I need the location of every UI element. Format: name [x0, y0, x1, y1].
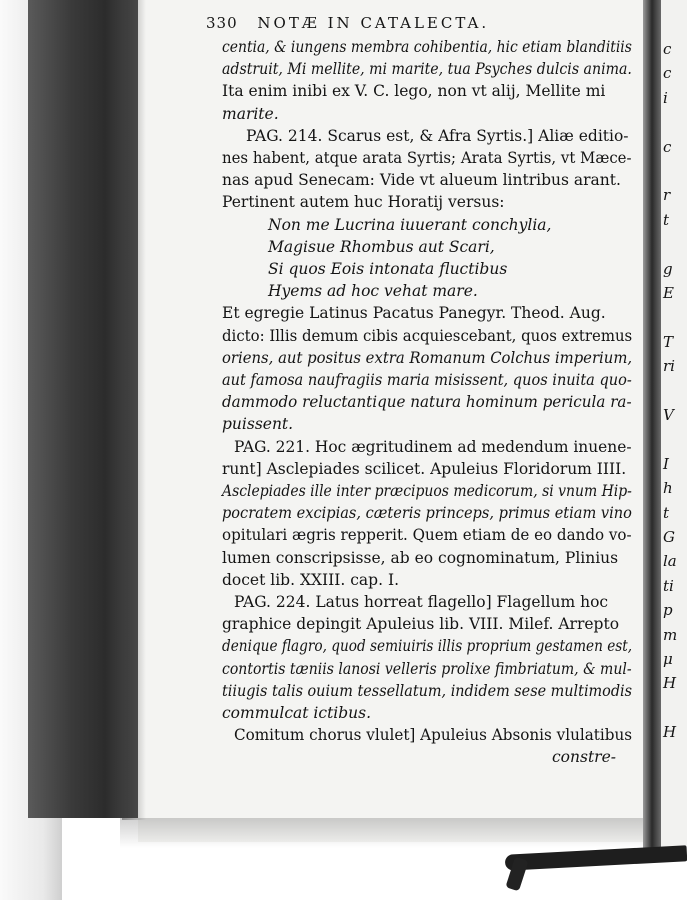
- facing-page-fragment: T: [663, 332, 674, 351]
- text-line: dammodo reluctantique natura hominum pericula ra-: [222, 393, 632, 412]
- text-line: puissent.: [222, 415, 294, 434]
- text-line: commulcat ictibus.: [222, 704, 372, 722]
- facing-page-fragment: c: [663, 137, 672, 156]
- text-line: PAG. 221. Hoc ægritudinem ad medendum inuene-: [234, 437, 632, 456]
- text-line: PAG. 224. Latus horreat flagello] Flagellum hoc: [234, 593, 609, 611]
- text-line: Non me Lucrina iuuerant conchylia,: [268, 215, 552, 234]
- text-line: graphice depingit Apuleius lib. VIII. Milef. Arrepto: [222, 615, 620, 634]
- facing-page-fragment: r: [663, 186, 671, 205]
- center-gutter: [643, 0, 661, 860]
- text-line: lumen conscripsisse, ab eo cognominatum, Plinius: [222, 548, 619, 567]
- facing-page-fragment: E: [663, 284, 674, 302]
- text-line: opitulari ægris repperit. Quem etiam de eo dando vo-: [222, 526, 632, 545]
- facing-page-fragment: V: [663, 406, 674, 424]
- facing-page-fragment: H: [663, 723, 677, 742]
- facing-page-fragment: t: [663, 503, 670, 522]
- text-line: dicto: Illis demum cibis acquiescebant, quos extremus: [222, 326, 633, 345]
- running-header: [206, 14, 489, 32]
- text-line: Pertinent autem huc Horatij versus:: [222, 193, 505, 212]
- facing-page-fragment: m: [663, 625, 678, 644]
- page-bottom-shadow: [120, 818, 650, 848]
- text-line: Si quos Eois intonata fluctibus: [268, 260, 508, 278]
- text-line: aut famosa naufragiis maria misissent, quos inuita quo-: [222, 371, 632, 389]
- facing-page-fragment: I: [663, 454, 669, 473]
- facing-page-fragment: G: [663, 528, 675, 546]
- text-line: tiiugis talis ouium tessellatum, indidem sese multimodis: [222, 681, 633, 700]
- running-title: NOTÆ IN CATALECTA.: [257, 14, 490, 32]
- text-line: oriens, aut positus extra Romanum Colchus imperium,: [222, 348, 633, 367]
- bookmark-ribbon: [505, 845, 687, 871]
- text-line: Hyems ad hoc vehat mare.: [268, 282, 478, 301]
- text-line: Magisue Rhombus aut Scari,: [268, 237, 495, 256]
- text-line: centia, & iungens membra cohibentia, hic etiam blanditiis: [222, 38, 632, 56]
- text-line: Et egregie Latinus Pacatus Panegyr. Theod. Aug.: [222, 304, 606, 323]
- text-line: constre-: [552, 748, 616, 767]
- text-line: adstruit, Mi mellite, mi marite, tua Psyches dulcis anima.: [222, 60, 632, 79]
- text-line: contortis tæniis lanosi velleris prolixe fimbriatum, & mul-: [222, 659, 632, 678]
- facing-page-fragment: μ: [663, 650, 673, 668]
- facing-page-fragment: H: [663, 674, 677, 693]
- page-number: 330: [206, 14, 238, 32]
- facing-page-strip: [661, 0, 687, 860]
- facing-page-fragment: ri: [663, 357, 675, 376]
- facing-page-fragment: ti: [663, 576, 674, 595]
- facing-page-fragment: p: [663, 601, 673, 620]
- text-line: marite.: [222, 104, 279, 123]
- facing-page-fragment: la: [663, 552, 677, 571]
- facing-page-fragment: t: [663, 210, 670, 229]
- facing-page-fragment: g: [663, 259, 673, 278]
- facing-page-fragment: h: [663, 479, 673, 498]
- gutter-shadow: [122, 0, 146, 820]
- text-line: runt] Asclepiades scilicet. Apuleius Floridorum IIII.: [222, 459, 627, 478]
- text-line: nas apud Senecam: Vide vt alueum lintribus arant.: [222, 171, 621, 190]
- text-line: Ita enim inibi ex V. C. lego, non vt alij, Mellite mi: [222, 82, 606, 101]
- text-line: Comitum chorus vlulet] Apuleius Absonis vlulatibus: [234, 726, 633, 745]
- text-line: docet lib. XXIII. cap. I.: [222, 570, 399, 589]
- text-line: nes habent, atque arata Syrtis; Arata Syrtis, vt Mæce-: [222, 149, 632, 167]
- facing-page-fragment: c: [663, 64, 672, 83]
- facing-page-fragment: i: [663, 88, 668, 107]
- text-line: Asclepiades ille inter præcipuos medicorum, si vnum Hip-: [222, 482, 632, 500]
- text-line: denique flagro, quod semiuiris illis proprium gestamen est,: [222, 637, 633, 656]
- text-line: pocratem excipias, cæteris princeps, primus etiam vino: [222, 504, 632, 523]
- text-line: PAG. 214. Scarus est, & Afra Syrtis.] Aliæ editio-: [246, 126, 629, 145]
- facing-page-fragment: c: [663, 40, 672, 58]
